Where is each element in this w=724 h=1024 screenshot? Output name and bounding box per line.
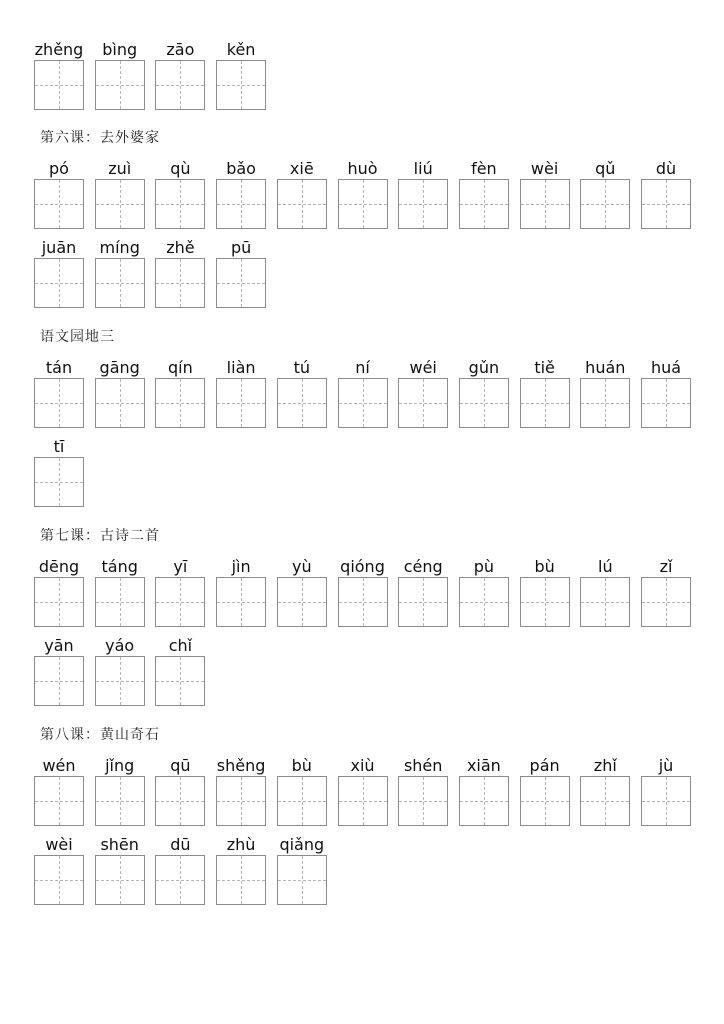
pinyin-cell: [95, 557, 145, 627]
pinyin-label: kěn: [226, 40, 256, 59]
tianzige-writing-box[interactable]: [95, 855, 145, 905]
pinyin-label: yáo: [105, 636, 135, 655]
pinyin-cell: [580, 358, 630, 428]
tianzige-writing-box[interactable]: [520, 378, 570, 428]
pinyin-label: jù: [658, 756, 674, 775]
pinyin-label: tán: [45, 358, 73, 377]
pinyin-cell: [95, 636, 145, 706]
tianzige-writing-box[interactable]: [34, 258, 84, 308]
tianzige-writing-box[interactable]: [34, 656, 84, 706]
pinyin-cell: [277, 835, 327, 905]
pinyin-label: dù: [655, 159, 677, 178]
tianzige-writing-box[interactable]: [34, 60, 84, 110]
pinyin-cell: [641, 358, 691, 428]
pinyin-label: zhěng: [34, 40, 84, 59]
pinyin-label: jìn: [231, 557, 251, 576]
pinyin-label: jǐng: [105, 756, 135, 775]
pinyin-label: shén: [403, 756, 443, 775]
pinyin-label: yī: [173, 557, 188, 576]
pinyin-cell: [398, 756, 448, 826]
pinyin-cell: [34, 636, 84, 706]
tianzige-writing-box[interactable]: [459, 378, 509, 428]
pinyin-cell: [155, 40, 205, 110]
pinyin-label: pán: [529, 756, 560, 775]
tianzige-writing-box[interactable]: [580, 179, 630, 229]
tianzige-writing-box[interactable]: [155, 378, 205, 428]
pinyin-label: zhǐ: [593, 756, 617, 775]
tianzige-writing-box[interactable]: [155, 656, 205, 706]
pinyin-cell: [155, 159, 205, 229]
tianzige-writing-box[interactable]: [34, 855, 84, 905]
pinyin-label: huán: [585, 358, 626, 377]
pinyin-label: yù: [291, 557, 312, 576]
tianzige-writing-box[interactable]: [155, 179, 205, 229]
lesson-heading: 第七课：古诗二首: [40, 528, 160, 544]
pinyin-cell: [34, 40, 84, 110]
tianzige-writing-box[interactable]: [459, 776, 509, 826]
tianzige-writing-box[interactable]: [216, 378, 266, 428]
pinyin-label: tiě: [534, 358, 555, 377]
tianzige-writing-box[interactable]: [155, 60, 205, 110]
tianzige-writing-box[interactable]: [338, 776, 388, 826]
pinyin-cell: [34, 756, 84, 826]
pinyin-cell: [520, 557, 570, 627]
pinyin-cell: [155, 835, 205, 905]
pinyin-cell: [34, 159, 84, 229]
tianzige-writing-box[interactable]: [641, 378, 691, 428]
pinyin-label: xiē: [289, 159, 314, 178]
pinyin-label: wén: [42, 756, 76, 775]
pinyin-cell: [338, 557, 388, 627]
tianzige-writing-box[interactable]: [459, 179, 509, 229]
pinyin-cell: [641, 557, 691, 627]
pinyin-cell: [95, 159, 145, 229]
tianzige-writing-box[interactable]: [641, 577, 691, 627]
tianzige-writing-box[interactable]: [95, 378, 145, 428]
pinyin-label: wéi: [409, 358, 437, 377]
pinyin-label: xiān: [466, 756, 501, 775]
pinyin-cell: [277, 358, 327, 428]
tianzige-writing-box[interactable]: [398, 179, 448, 229]
tianzige-writing-box[interactable]: [277, 378, 327, 428]
pinyin-cell: [338, 159, 388, 229]
pinyin-cell: [34, 238, 84, 308]
pinyin-label: táng: [101, 557, 138, 576]
pinyin-cell: [459, 557, 509, 627]
pinyin-label: xiù: [350, 756, 375, 775]
pinyin-cell: [277, 756, 327, 826]
tianzige-writing-box[interactable]: [95, 656, 145, 706]
tianzige-writing-box[interactable]: [216, 179, 266, 229]
pinyin-label: zuì: [108, 159, 132, 178]
pinyin-cell: [398, 358, 448, 428]
tianzige-writing-box[interactable]: [216, 855, 266, 905]
pinyin-cell: [277, 159, 327, 229]
pinyin-cell: [580, 756, 630, 826]
tianzige-writing-box[interactable]: [580, 776, 630, 826]
pinyin-label: fèn: [471, 159, 497, 178]
tianzige-writing-box[interactable]: [34, 776, 84, 826]
pinyin-cell: [95, 358, 145, 428]
pinyin-label: zǐ: [659, 557, 673, 576]
lesson-heading: 语文园地三: [40, 329, 115, 345]
pinyin-cell: [216, 238, 266, 308]
pinyin-label: tú: [293, 358, 310, 377]
tianzige-writing-box[interactable]: [34, 577, 84, 627]
pinyin-label: shēn: [100, 835, 139, 854]
tianzige-writing-box[interactable]: [155, 776, 205, 826]
pinyin-cell: [277, 557, 327, 627]
tianzige-writing-box[interactable]: [398, 577, 448, 627]
tianzige-writing-box[interactable]: [216, 258, 266, 308]
tianzige-writing-box[interactable]: [580, 577, 630, 627]
pinyin-cell: [520, 358, 570, 428]
pinyin-cell: [155, 358, 205, 428]
tianzige-writing-box[interactable]: [216, 776, 266, 826]
pinyin-label: huá: [650, 358, 682, 377]
pinyin-label: liàn: [226, 358, 256, 377]
pinyin-label: míng: [99, 238, 140, 257]
pinyin-label: pù: [473, 557, 495, 576]
pinyin-label: pó: [49, 159, 69, 178]
pinyin-cell: [155, 756, 205, 826]
tianzige-writing-box[interactable]: [338, 179, 388, 229]
pinyin-cell: [216, 40, 266, 110]
tianzige-writing-box[interactable]: [34, 179, 84, 229]
pinyin-label: qín: [168, 358, 193, 377]
pinyin-cell: [216, 159, 266, 229]
pinyin-label: ní: [355, 358, 370, 377]
pinyin-label: qū: [170, 756, 191, 775]
pinyin-cell: [580, 557, 630, 627]
pinyin-cell: [520, 756, 570, 826]
pinyin-label: gǔn: [468, 358, 500, 377]
tianzige-writing-box[interactable]: [95, 577, 145, 627]
pinyin-cell: [459, 358, 509, 428]
tianzige-writing-box[interactable]: [520, 179, 570, 229]
pinyin-label: zāo: [166, 40, 195, 59]
tianzige-writing-box[interactable]: [398, 776, 448, 826]
pinyin-label: huò: [347, 159, 378, 178]
tianzige-writing-box[interactable]: [398, 378, 448, 428]
pinyin-cell: [155, 238, 205, 308]
lesson-heading: 第六课：去外婆家: [40, 130, 160, 146]
pinyin-label: qù: [170, 159, 191, 178]
pinyin-cell: [580, 159, 630, 229]
pinyin-cell: [95, 238, 145, 308]
lesson-heading: 第八课：黄山奇石: [40, 727, 160, 743]
pinyin-label: qiǎng: [279, 835, 325, 854]
pinyin-cell: [34, 835, 84, 905]
tianzige-writing-box[interactable]: [34, 378, 84, 428]
pinyin-cell: [641, 756, 691, 826]
pinyin-label: shěng: [216, 756, 266, 775]
pinyin-label: qióng: [340, 557, 385, 576]
pinyin-cell: [216, 835, 266, 905]
pinyin-cell: [520, 159, 570, 229]
pinyin-label: wèi: [530, 159, 559, 178]
tianzige-writing-box[interactable]: [95, 60, 145, 110]
pinyin-cell: [216, 756, 266, 826]
pinyin-cell: [155, 557, 205, 627]
pinyin-cell: [398, 557, 448, 627]
tianzige-writing-box[interactable]: [95, 179, 145, 229]
pinyin-label: bù: [291, 756, 312, 775]
pinyin-label: lú: [598, 557, 613, 576]
tianzige-writing-box[interactable]: [155, 577, 205, 627]
tianzige-writing-box[interactable]: [338, 378, 388, 428]
tianzige-writing-box[interactable]: [216, 60, 266, 110]
tianzige-writing-box[interactable]: [34, 457, 84, 507]
tianzige-writing-box[interactable]: [580, 378, 630, 428]
tianzige-writing-box[interactable]: [277, 577, 327, 627]
pinyin-cell: [216, 358, 266, 428]
pinyin-label: zhě: [166, 238, 195, 257]
pinyin-cell: [459, 159, 509, 229]
pinyin-cell: [95, 835, 145, 905]
pinyin-label: bìng: [102, 40, 138, 59]
tianzige-writing-box[interactable]: [641, 776, 691, 826]
pinyin-cell: [155, 636, 205, 706]
tianzige-writing-box[interactable]: [155, 855, 205, 905]
tianzige-writing-box[interactable]: [95, 776, 145, 826]
tianzige-writing-box[interactable]: [338, 577, 388, 627]
pinyin-cell: [338, 756, 388, 826]
pinyin-cell: [338, 358, 388, 428]
pinyin-label: yān: [44, 636, 74, 655]
pinyin-cell: [34, 358, 84, 428]
tianzige-writing-box[interactable]: [459, 577, 509, 627]
pinyin-label: qǔ: [595, 159, 616, 178]
pinyin-label: dēng: [38, 557, 80, 576]
pinyin-label: bù: [534, 557, 555, 576]
pinyin-cell: [398, 159, 448, 229]
tianzige-writing-box[interactable]: [95, 258, 145, 308]
pinyin-label: liú: [413, 159, 433, 178]
tianzige-writing-box[interactable]: [520, 776, 570, 826]
pinyin-label: pū: [230, 238, 252, 257]
pinyin-label: wèi: [45, 835, 73, 854]
pinyin-cell: [459, 756, 509, 826]
pinyin-label: chǐ: [168, 636, 193, 655]
pinyin-cell: [95, 756, 145, 826]
tianzige-writing-box[interactable]: [520, 577, 570, 627]
pinyin-label: zhù: [226, 835, 256, 854]
pinyin-label: gāng: [99, 358, 140, 377]
pinyin-cell: [216, 557, 266, 627]
pinyin-cell: [95, 40, 145, 110]
tianzige-writing-box[interactable]: [277, 855, 327, 905]
tianzige-writing-box[interactable]: [277, 179, 327, 229]
tianzige-writing-box[interactable]: [216, 577, 266, 627]
tianzige-writing-box[interactable]: [641, 179, 691, 229]
pinyin-label: céng: [403, 557, 443, 576]
pinyin-label: tī: [53, 437, 65, 456]
pinyin-cell: [34, 437, 84, 507]
pinyin-label: juān: [41, 238, 77, 257]
tianzige-writing-box[interactable]: [277, 776, 327, 826]
pinyin-label: dū: [170, 835, 191, 854]
pinyin-cell: [34, 557, 84, 627]
tianzige-writing-box[interactable]: [155, 258, 205, 308]
pinyin-label: bǎo: [226, 159, 256, 178]
pinyin-cell: [641, 159, 691, 229]
